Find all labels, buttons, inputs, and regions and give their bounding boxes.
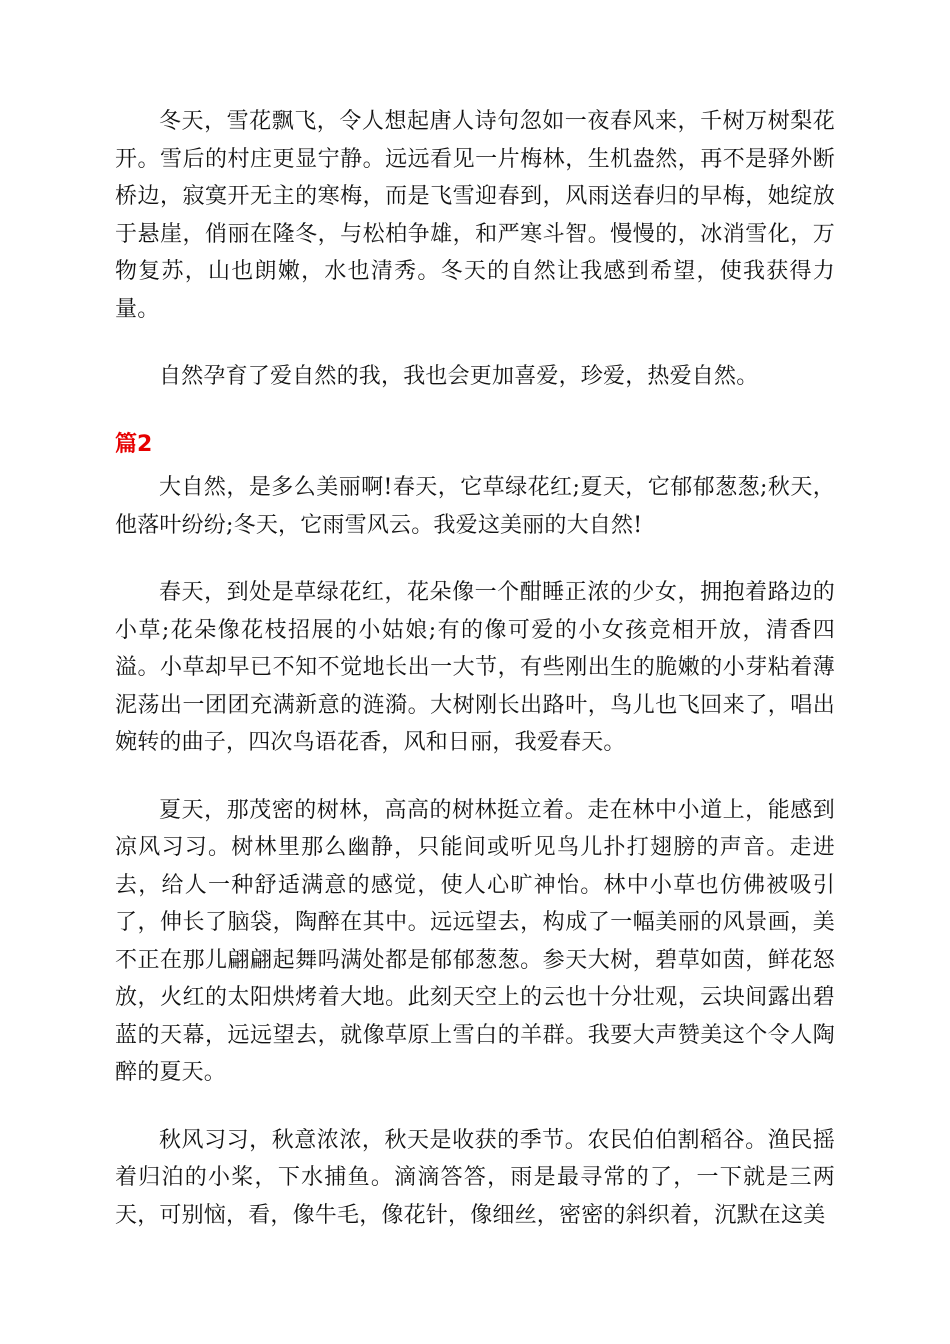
section-heading: 篇2 [115, 431, 153, 457]
paragraph-gap [115, 328, 835, 358]
paragraph-spring: 春天，到处是草绿花红，花朵像一个酣睡正浓的少女，拥抱着路边的小草;花朵像花枝招展的小姑娘;有的像可爱的小女孩竞相开放，清香四溢。小草却早已不知不觉地长出一大节，有些刚出生的脆嫩的小芽粘着薄泥荡出一团团充满新意的涟漪。大树刚长出路叶，鸟儿也飞回来了，唱出婉转的曲子，四次鸟语花香，风和日丽，我爱春天。 [115, 580, 835, 755]
paragraph-autumn: 秋风习习，秋意浓浓，秋天是收获的季节。农民伯伯割稻谷。渔民摇着归泊的小桨，下水捕鱼。滴滴答答，雨是最寻常的了，一下就是三两天，可别恼，看，像牛毛，像花针，像细丝，密密的斜织着，沉默在这美 [115, 1127, 835, 1228]
paragraph-winter: 冬天，雪花飘飞，令人想起唐人诗句忽如一夜春风来，千树万树梨花开。雪后的村庄更显宁静。远远看见一片梅林，生机盎然，再不是驿外断桥边，寂寞开无主的寒梅，而是飞雪迎春到，风雨送春归的早梅，她绽放于悬崖，俏丽在隆冬，与松柏争雄，和严寒斗智。慢慢的，冰消雪化，万物复苏，山也朗嫩，水也清秀。冬天的自然让我感到希望，使我获得力量。 [115, 109, 835, 322]
paragraph-summer: 夏天，那茂密的树林，高高的树林挺立着。走在林中小道上，能感到凉风习习。树林里那么幽静，只能间或听见鸟儿扑打翅膀的声音。走进去，给人一种舒适满意的感觉，使人心旷神怡。林中小草也仿佛被吸引了，伸长了脑袋，陶醉在其中。远远望去，构成了一幅美丽的风景画，美不正在那儿翩翩起舞吗满处都是郁郁葱葱。参天大树，碧草如茵，鲜花怒放，火红的太阳烘烤着大地。此刻天空上的云也十分壮观，云块间露出碧蓝的天幕，远远望去，就像草原上雪白的羊群。我要大声赞美这个令人陶醉的夏天。 [115, 797, 835, 1085]
paragraph-gap [115, 396, 835, 426]
document-page [115, 103, 835, 1234]
paragraph-intro: 大自然，是多么美丽啊!春天，它草绿花红;夏天，它郁郁葱葱;秋天，他落叶纷纷;冬天，它雨雪风云。我爱这美丽的大自然! [115, 475, 835, 538]
paragraph-gap [115, 762, 835, 792]
paragraph-love-nature: 自然孕育了爱自然的我，我也会更加喜爱，珍爱，热爱自然。 [159, 364, 759, 389]
paragraph-gap [115, 1092, 835, 1122]
paragraph-gap [115, 544, 835, 574]
